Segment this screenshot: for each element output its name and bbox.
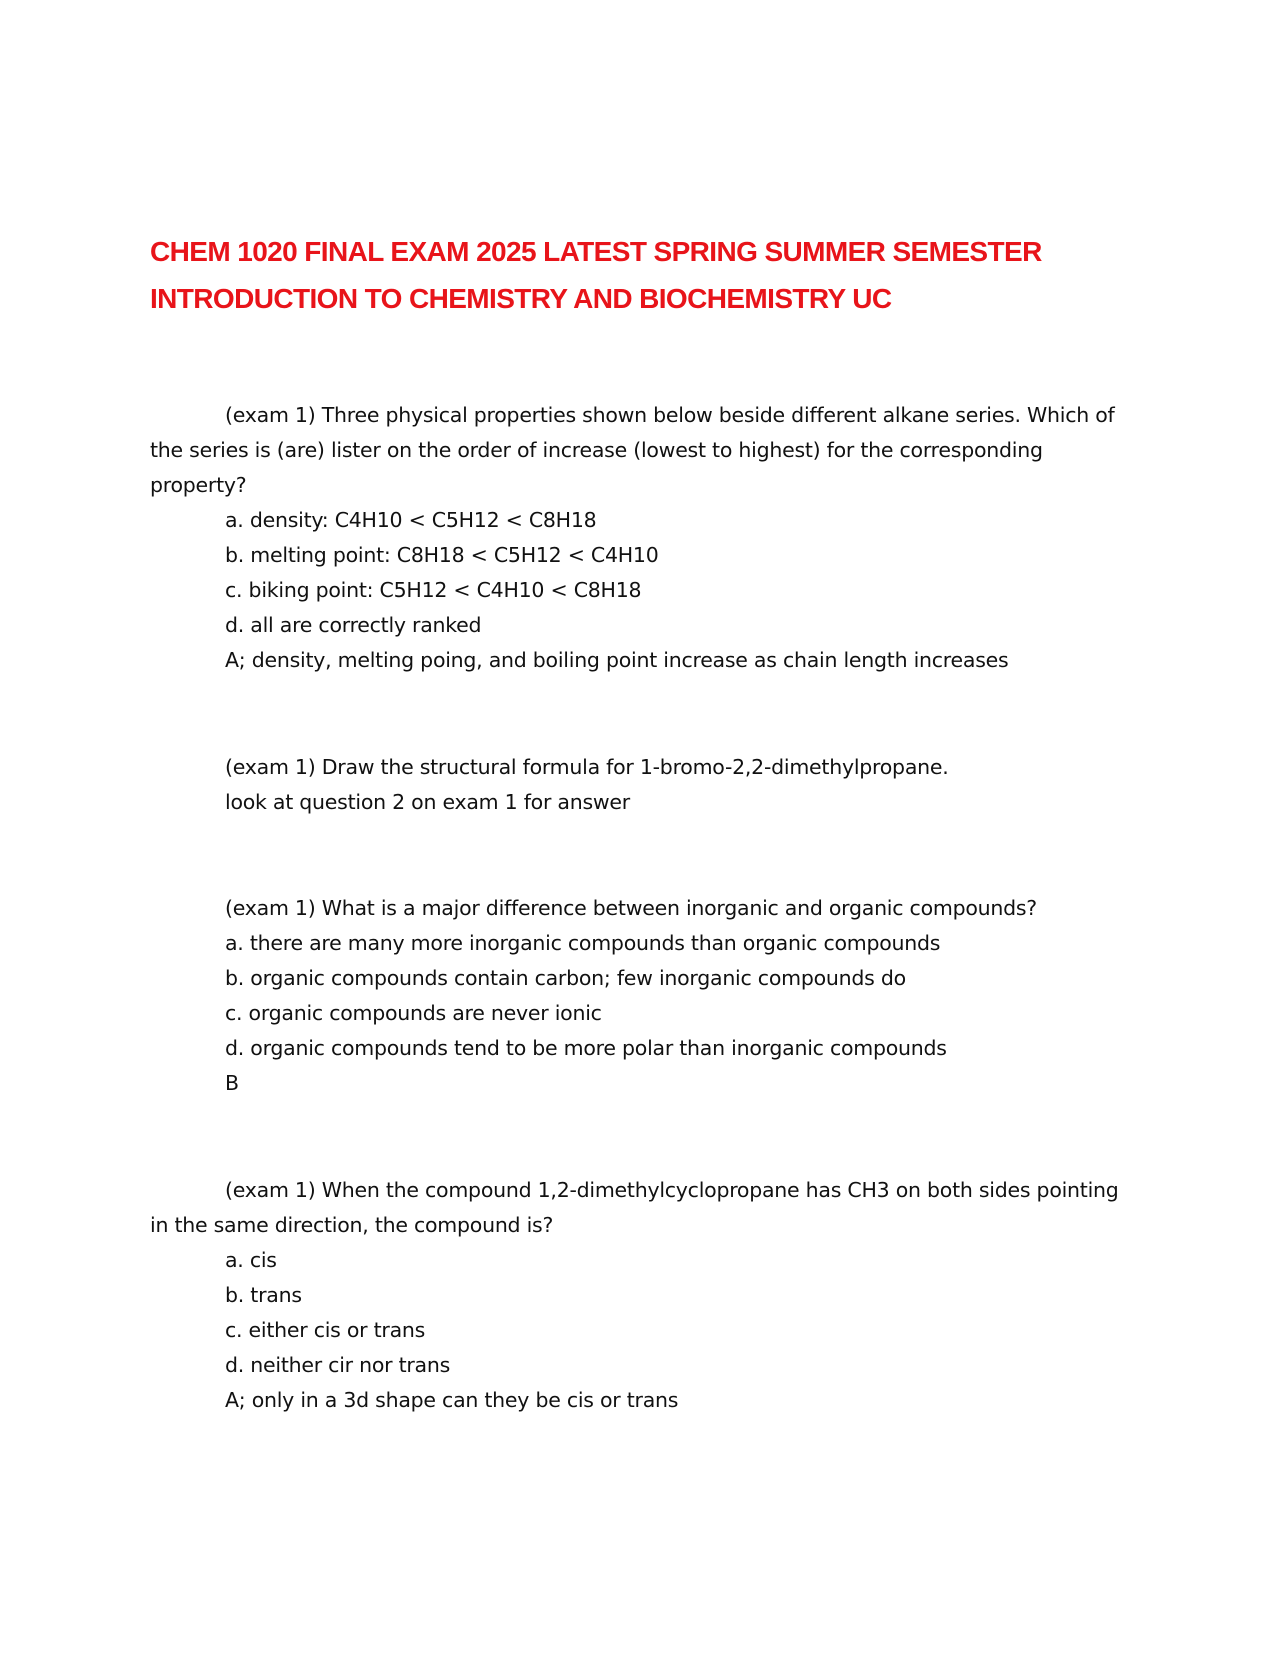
answer-option: b. organic compounds contain carbon; few inorganic compounds do (225, 966, 906, 990)
answer-option: a. there are many more inorganic compounds than organic compounds (225, 931, 941, 955)
question-stem: (exam 1) What is a major difference between inorganic and organic compounds? (225, 896, 1037, 920)
answer-option: c. organic compounds are never ionic (225, 1001, 602, 1025)
document-title (150, 228, 1160, 322)
question-stem: in the same direction, the compound is? (150, 1213, 554, 1237)
answer-key: A; density, melting poing, and boiling point increase as chain length increases (225, 648, 1009, 672)
question-stem: (exam 1) Three physical properties shown below beside different alkane series. Which of (225, 403, 1115, 427)
answer-option: c. either cis or trans (225, 1318, 426, 1342)
answer-option: a. cis (225, 1248, 277, 1272)
answer-option: d. organic compounds tend to be more polar than inorganic compounds (225, 1036, 947, 1060)
answer-option: b. trans (225, 1283, 302, 1307)
answer-key: A; only in a 3d shape can they be cis or trans (225, 1388, 679, 1412)
question-stem: (exam 1) When the compound 1,2-dimethylcyclopropane has CH3 on both sides pointing (225, 1178, 1119, 1202)
answer-option: b. melting point: C8H18 < C5H12 < C4H10 (225, 543, 659, 567)
answer-key: look at question 2 on exam 1 for answer (225, 790, 630, 814)
answer-option: d. all are correctly ranked (225, 613, 482, 637)
question-stem: property? (150, 473, 247, 497)
title-line-1: CHEM 1020 FINAL EXAM 2025 LATEST SPRING SUMMER SEMESTER (150, 236, 1042, 267)
question-stem: (exam 1) Draw the structural formula for 1-bromo-2,2-dimethylpropane. (225, 755, 949, 779)
answer-option: a. density: C4H10 < C5H12 < C8H18 (225, 508, 597, 532)
answer-key: B (225, 1071, 239, 1095)
answer-option: d. neither cir nor trans (225, 1353, 451, 1377)
title-line-2: INTRODUCTION TO CHEMISTRY AND BIOCHEMISTRY UC (150, 283, 892, 314)
question-stem: the series is (are) lister on the order of increase (lowest to highest) for the corresponding (150, 438, 1043, 462)
answer-option: c. biking point: C5H12 < C4H10 < C8H18 (225, 578, 642, 602)
